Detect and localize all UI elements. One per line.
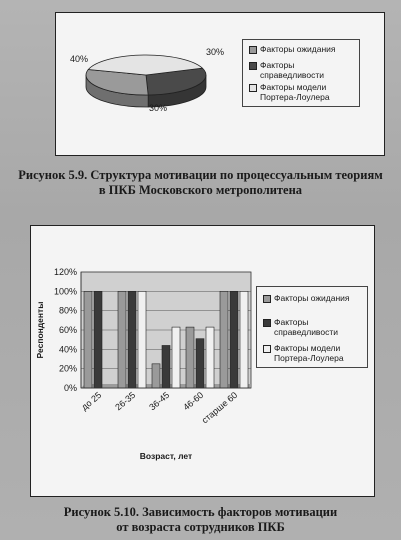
bar: [230, 291, 238, 388]
pie-legend-item-expectation: [249, 44, 336, 54]
bar: [118, 291, 126, 388]
figure-5-9-caption: Рисунок 5.9. Структура мотивации по процессуальным теориям в ПКБ Московского метрополитена: [18, 168, 383, 197]
pie-legend-item-justice: [249, 60, 324, 80]
bar: [128, 291, 136, 388]
bar: [186, 327, 194, 388]
pie-data-label: 30%: [149, 103, 168, 113]
legend-label: Факторы ожидания: [274, 293, 350, 303]
legend-swatch-porter-lawler: [249, 84, 257, 92]
legend-label: Факторы ожидания: [260, 44, 336, 54]
legend-swatch-porter-lawler: [263, 345, 271, 353]
bar: [162, 345, 170, 388]
bar-legend: [256, 286, 368, 368]
y-axis-title: Респонденты: [35, 301, 45, 359]
legend-label: Факторы справедливости: [274, 317, 338, 337]
legend-swatch-justice: [249, 62, 257, 70]
y-tick-label: 120%: [53, 267, 77, 277]
x-tick-label: 36-45: [147, 389, 172, 413]
y-tick-label: 80%: [58, 305, 77, 316]
bar: [240, 291, 248, 388]
figure-5-9-frame: [55, 12, 385, 156]
legend-label: Факторы справедливости: [260, 60, 324, 80]
bar: [84, 291, 92, 388]
legend-label: Факторы модели Портера-Лоулера: [260, 82, 330, 102]
bar-legend-item-justice: [263, 317, 338, 337]
y-tick-label: 60%: [58, 325, 77, 335]
x-tick-label: 46-60: [181, 389, 206, 413]
bar-legend-item-expectation: [263, 293, 350, 303]
bar: [172, 327, 180, 388]
x-tick-label: 26-35: [113, 389, 138, 413]
y-tick-label: 100%: [53, 286, 77, 297]
bar: [206, 327, 214, 388]
bar-legend-item-porter-lawler: [263, 343, 344, 363]
bar: [220, 291, 228, 388]
bar: [152, 364, 160, 388]
legend-swatch-expectation: [249, 46, 257, 54]
legend-swatch-justice: [263, 319, 271, 327]
pie-data-label: 30%: [206, 47, 225, 57]
bar: [196, 339, 204, 388]
legend-label: Факторы модели Портера-Лоулера: [274, 343, 344, 363]
y-tick-label: 0%: [63, 383, 77, 393]
pie-legend-item-porter-lawler: [249, 82, 330, 102]
legend-swatch-expectation: [263, 295, 271, 303]
bar: [94, 291, 102, 388]
y-tick-label: 40%: [58, 344, 77, 355]
y-tick-label: 20%: [58, 363, 77, 374]
figure-5-10-frame: [30, 225, 375, 497]
x-tick-label: старше 60: [199, 389, 240, 426]
pie-legend: [242, 39, 360, 107]
figure-5-10-caption: Рисунок 5.10. Зависимость факторов мотивации от возраста сотрудников ПКБ: [63, 505, 338, 534]
pie-data-label: 40%: [70, 54, 89, 64]
bar: [138, 291, 146, 388]
x-axis-title: Возраст, лет: [139, 451, 193, 461]
x-tick-label: до 25: [79, 389, 104, 413]
